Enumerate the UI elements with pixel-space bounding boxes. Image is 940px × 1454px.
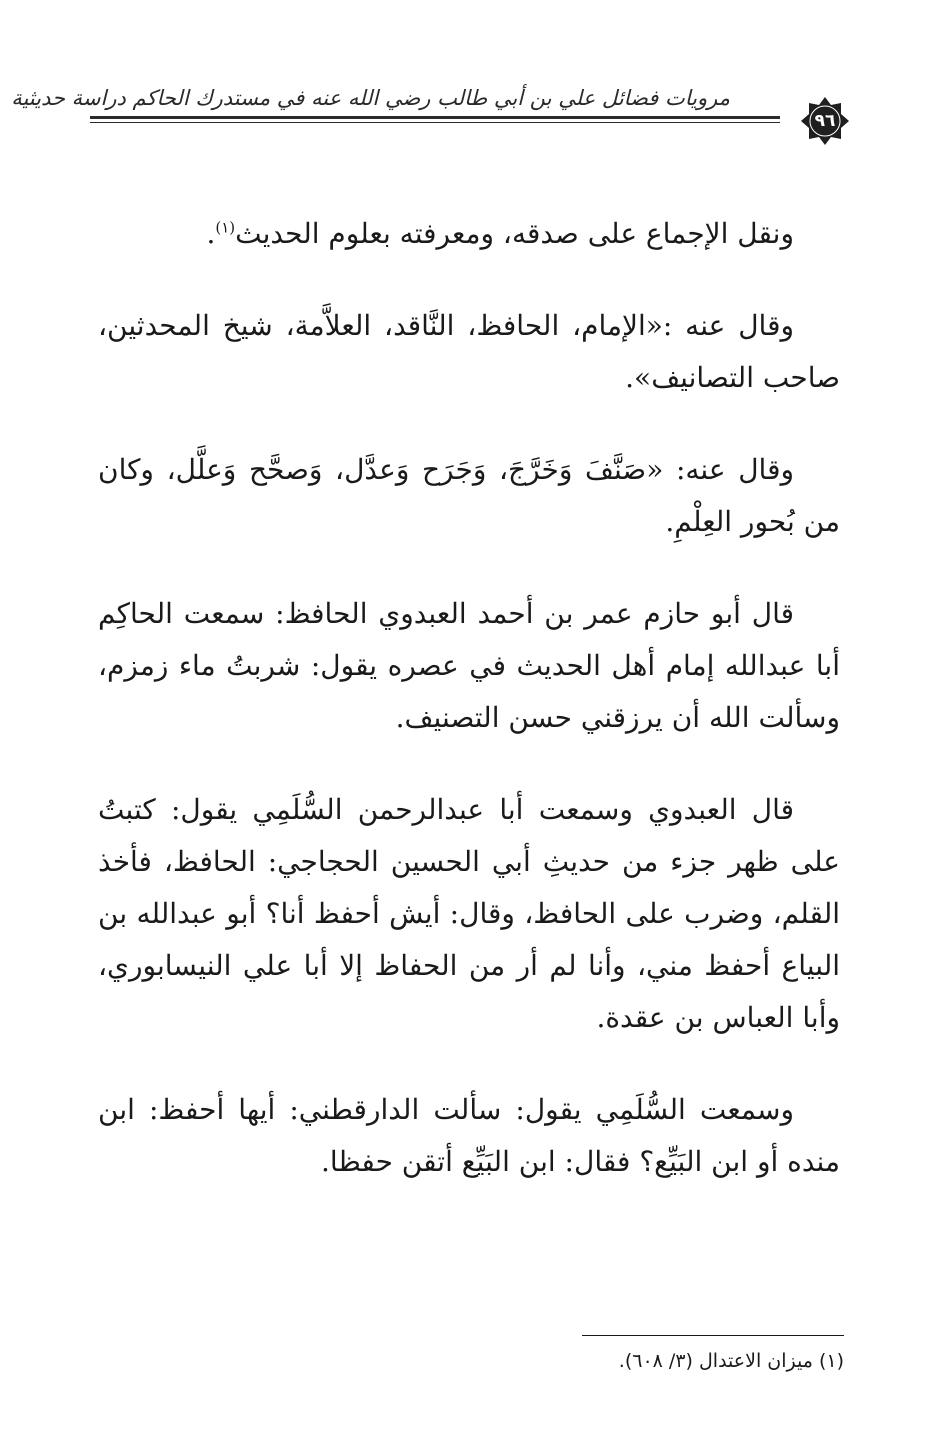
running-header <box>11 78 850 148</box>
paragraph-3: وقال عنه: «صَنَّفَ وَخَرَّجَ، وَجَرَح وَعدَّل، وَصحَّح وَعلَّل، وكان من بُحور العِلْمِ. <box>98 453 840 538</box>
paragraph-2: وقال عنه :«الإمام، الحافظ، النَّاقد، العلاَّمة، شيخ المحدثين، صاحب التصانيف». <box>98 309 840 394</box>
paragraph-1 <box>98 208 840 260</box>
header-rule <box>90 116 780 119</box>
paragraph-1-end: . <box>206 217 216 250</box>
running-header-title: مرويات فضائل علي بن أبي طالب رضي الله عنه في مستدرك الحاكم دراسة حديثية <box>11 86 730 110</box>
paragraph-1-text: ونقل الإجماع على صدقه، ومعرفته بعلوم الحديث <box>235 217 794 250</box>
page-number: ٩٦ <box>814 111 836 131</box>
page-number-badge <box>800 96 850 146</box>
paragraph-6: وسمعت السُّلَمِي يقول: سألت الدارقطني: أيها أحفظ: ابن منده أو ابن البَيِّع؟ فقال: ابن البَيِّع أتقن حفظا. <box>98 1093 840 1178</box>
paragraph-4: قال أبو حازم عمر بن أحمد العبدوي الحافظ: سمعت الحاكِم أبا عبدالله إمام أهل الحديث في عصره يقول: شربتُ ماء زمزم، وسألت الله أن يرزقني حسن التصنيف. <box>98 597 840 734</box>
header-rule-thin <box>90 122 780 123</box>
main-text <box>98 208 840 1228</box>
footnote-reference: (١) <box>215 218 236 237</box>
footnote-separator <box>582 1335 844 1336</box>
footnote: (١) ميزان الاعتدال (٣/ ٦٠٨). <box>618 1350 844 1372</box>
paragraph-5: قال العبدوي وسمعت أبا عبدالرحمن السُّلَمِي يقول: كتبتُ على ظهر جزء من حديثِ أبي الحسين الحجاجي: الحافظ، فأخذ القلم، وضرب على الحافظ، وقال: أيش أحفظ أنا؟ أبو عبدالله بن البياع أحفظ مني، وأنا لم أر من الحفاظ إلا أبا علي النيسابوري، وأبا العباس بن عقدة. <box>98 793 840 1034</box>
